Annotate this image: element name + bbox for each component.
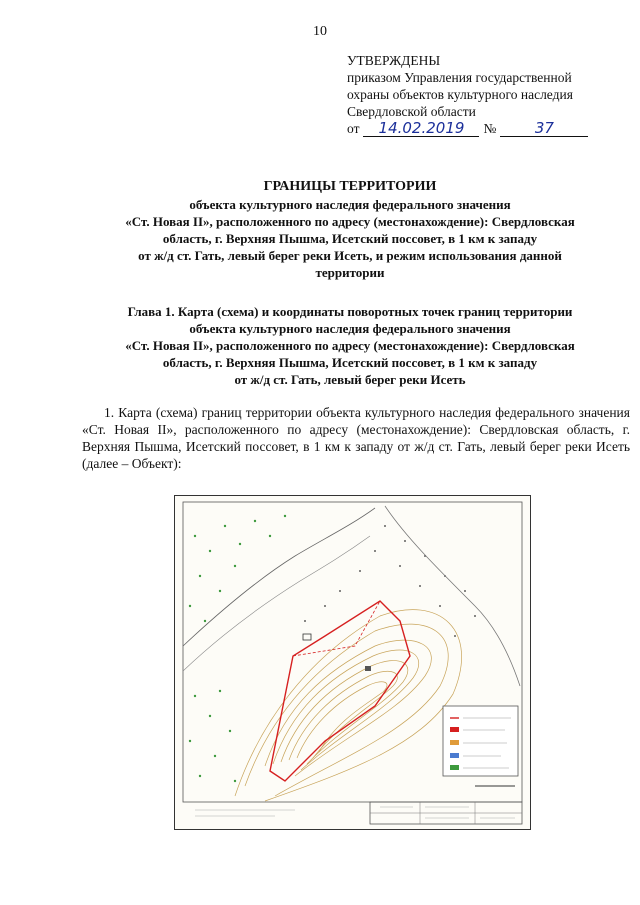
- heading-line: объекта культурного наследия федерального значения: [189, 197, 511, 212]
- approval-line: Свердловской области: [347, 104, 476, 119]
- heading-line: «Ст. Новая II», расположенного по адресу (местонахождение): Свердловская: [125, 214, 575, 229]
- number-prefix: №: [483, 121, 497, 136]
- vegetation-area: [189, 515, 286, 782]
- chapter-heading: [70, 303, 630, 388]
- building-icon: [365, 666, 371, 671]
- approval-title: УТВЕРЖДЕНЫ: [347, 53, 441, 68]
- heading-line: от ж/д ст. Гать, левый берег реки Исеть, и режим использования данной: [138, 248, 562, 263]
- building-icon: [303, 634, 311, 640]
- river-bank-line: [183, 536, 370, 671]
- approval-date-line: [347, 120, 627, 137]
- site-map-drawing: [175, 496, 530, 829]
- handwritten-number: 37: [500, 120, 588, 137]
- chapter-line: область, г. Верхняя Пышма, Исетский поссовет, в 1 км к западу: [162, 355, 538, 370]
- chapter-line: «Ст. Новая II», расположенного по адресу (местонахождение): Свердловская: [125, 338, 575, 353]
- approval-line: охраны объектов культурного наследия: [347, 87, 573, 102]
- document-heading: [70, 178, 630, 281]
- site-map: [174, 495, 531, 830]
- legend-swatch: [450, 740, 459, 745]
- legend-swatch: [450, 765, 459, 770]
- approval-block: [347, 52, 627, 137]
- page-number: 10: [313, 24, 327, 39]
- date-prefix: от: [347, 121, 360, 136]
- road-line: [385, 506, 520, 686]
- contour-lines: [235, 610, 462, 801]
- body-paragraph: 1. Карта (схема) границ территории объекта культурного наследия федерального значения «Ст. Новая II», расположенного по адресу (местонахождение): Свердловская область, г. Верхняя Пышма, Исетский поссовет, в 1 км к западу от ж/д ст. Гать, левый берег реки Исеть (далее – Объект):: [82, 405, 630, 471]
- approval-line: приказом Управления государственной: [347, 70, 572, 85]
- heading-line: территории: [315, 265, 385, 280]
- legend-swatch: [450, 753, 459, 758]
- chapter-line: от ж/д ст. Гать, левый берег реки Исеть: [234, 372, 466, 387]
- chapter-line: объекта культурного наследия федерального значения: [189, 321, 511, 336]
- heading-title: ГРАНИЦЫ ТЕРРИТОРИИ: [263, 179, 437, 194]
- river-bank-line: [183, 508, 375, 646]
- chapter-line: Глава 1. Карта (схема) и координаты поворотных точек границ территории: [127, 304, 573, 319]
- legend-swatch: [450, 727, 459, 732]
- heading-line: область, г. Верхняя Пышма, Исетский поссовет, в 1 км к западу: [162, 231, 538, 246]
- handwritten-date: 14.02.2019: [363, 120, 479, 137]
